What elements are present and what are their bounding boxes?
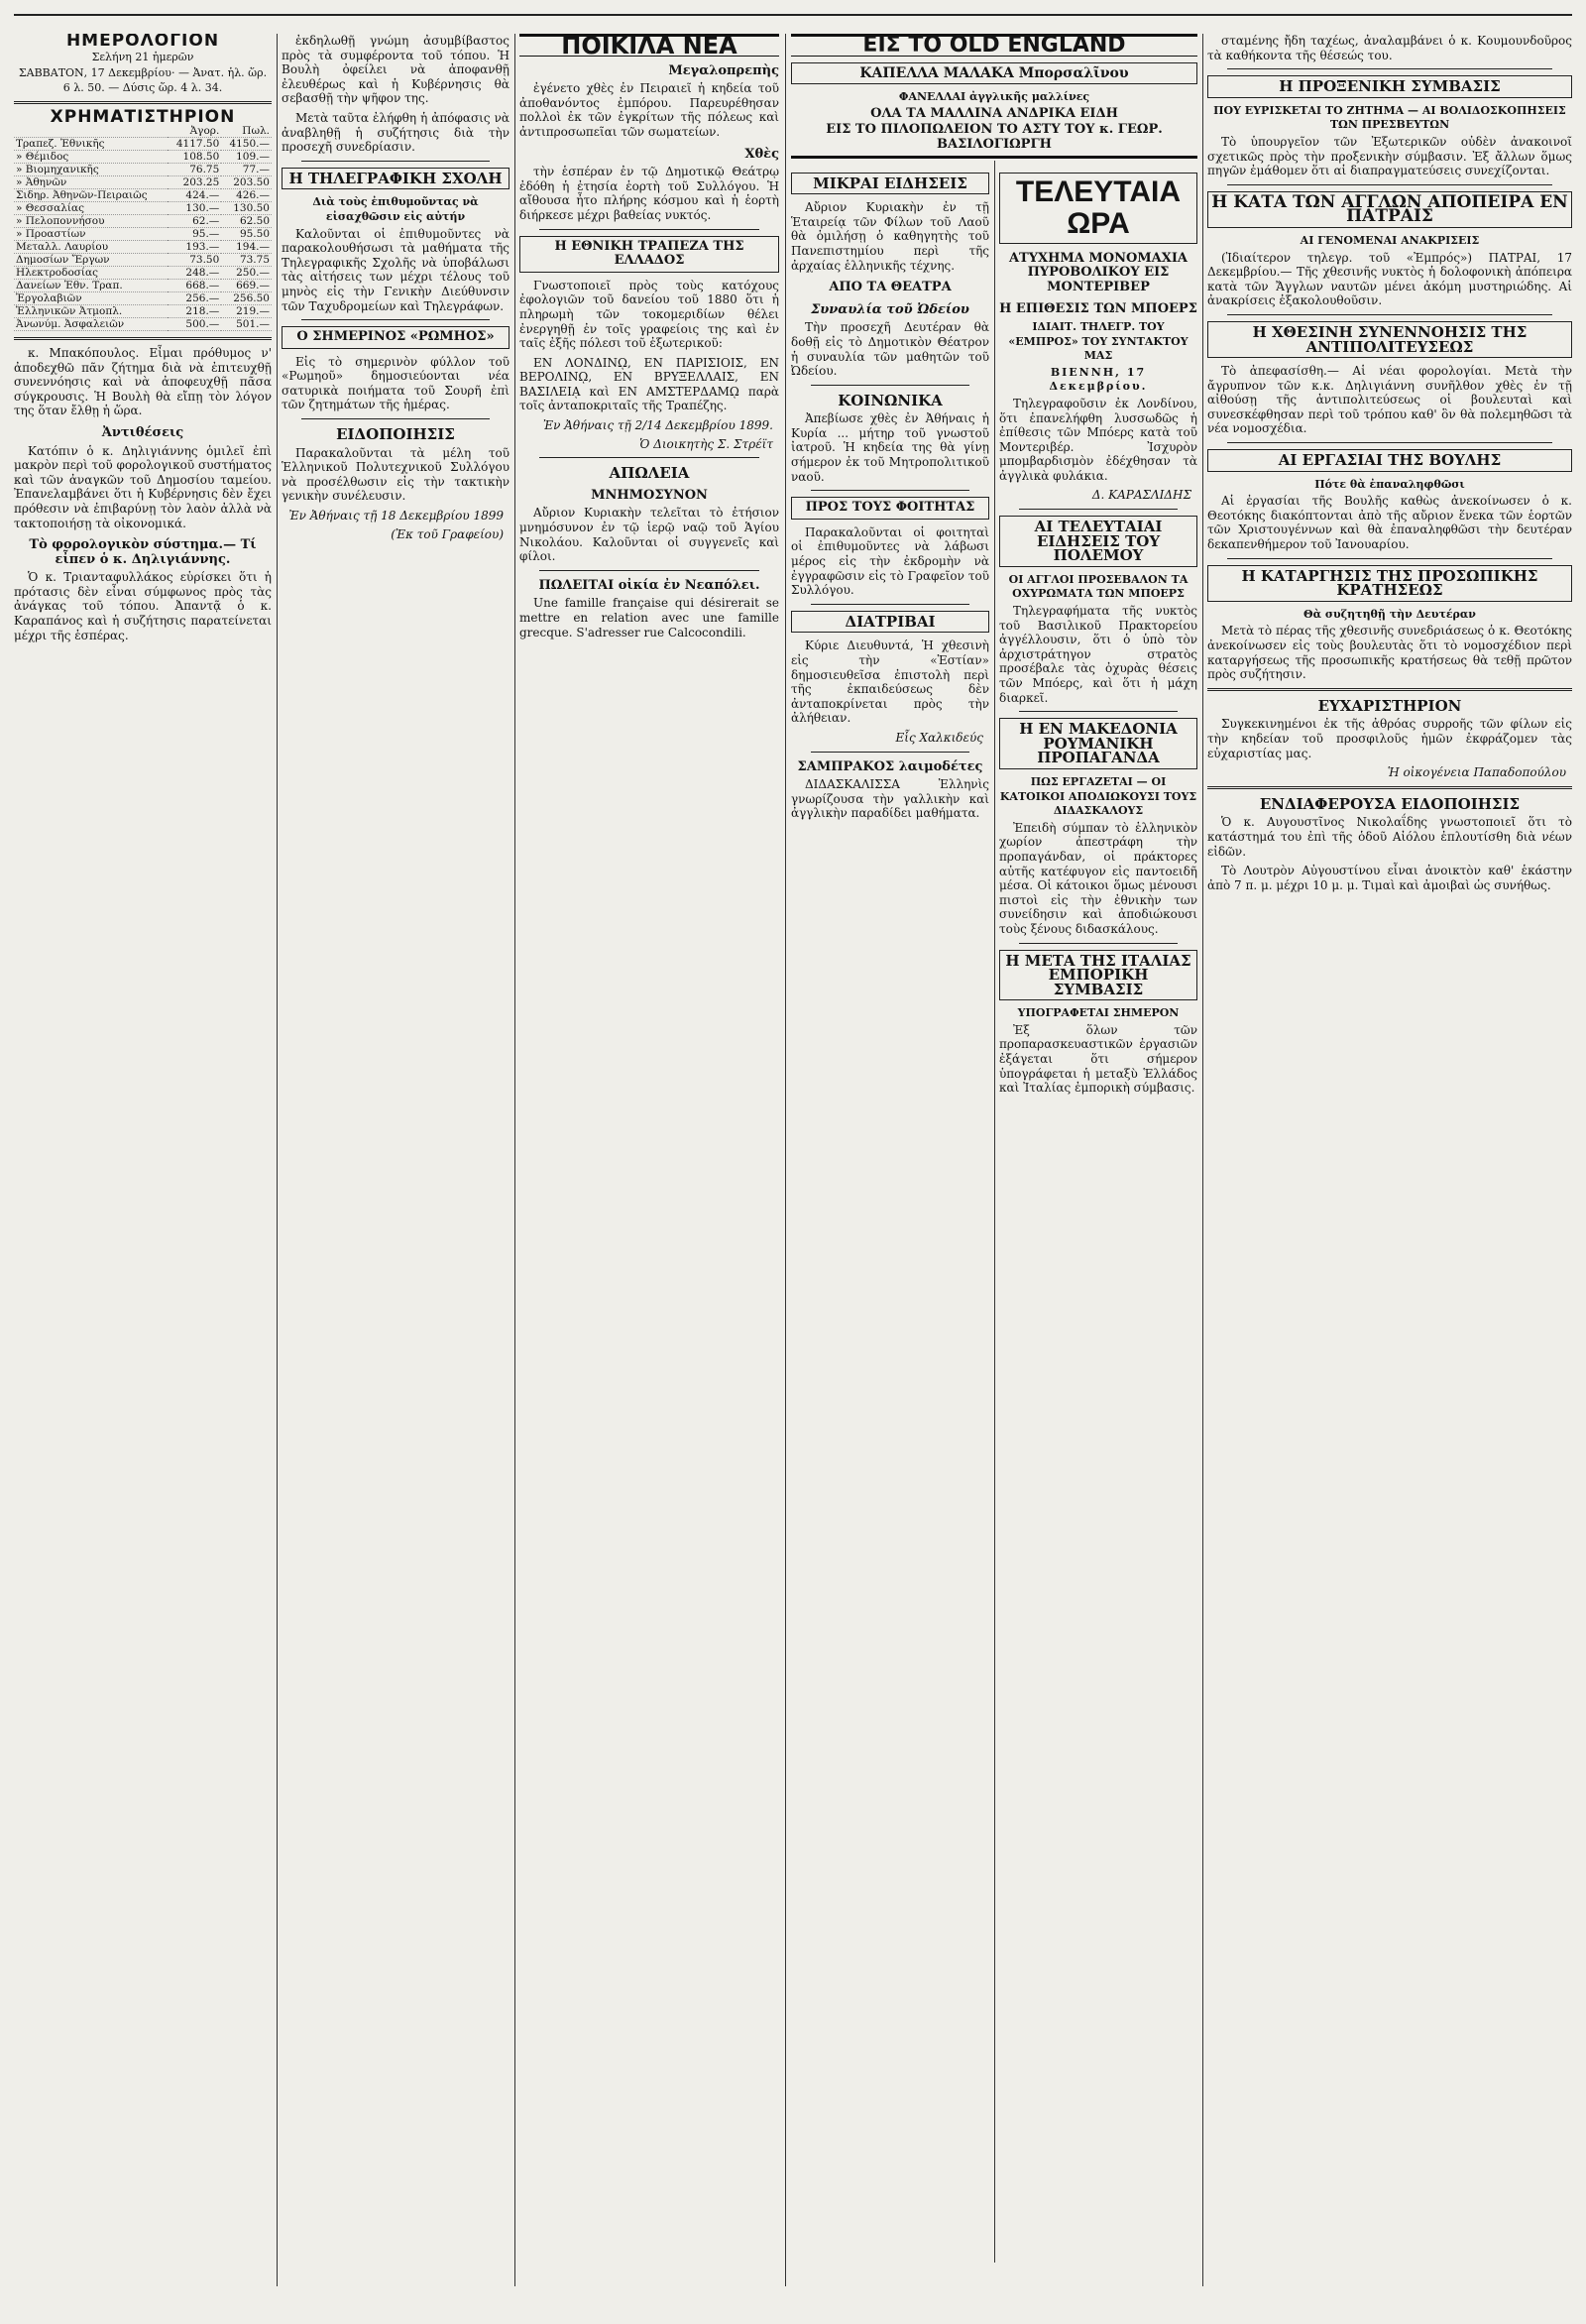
table-header: Πωλ. — [221, 125, 272, 138]
market-table — [14, 125, 272, 331]
article-paragraph: Κύριε Διευθυντά, Ἡ χθεσινὴ εἰς τὴν «Ἑστίαν» δημοσιευθεῖσα ἐπιστολὴ περὶ τῆς ἐκπαιδεύσεως δὲν ἀνταποκρίνεται πρὸς τὴν ἀλήθειαν. — [791, 639, 989, 726]
table-cell: Ἐργολαβιῶν — [14, 291, 168, 304]
article-heading: Ο ΣΗΜΕΡΙΝΟΣ «ΡΩΜΗΟΣ» — [282, 326, 510, 349]
table-cell: 500.— — [168, 317, 221, 330]
market-title: ΧΡΗΜΑΤΙΣΤΗΡΙΟΝ — [50, 107, 236, 128]
divider — [14, 101, 272, 104]
table-cell: 95.50 — [221, 227, 272, 240]
table-row — [14, 188, 272, 201]
article-paragraph: Ἐπειδὴ σύμπαν τὸ ἑλληνικὸν χωρίον ἀπεστράφη τὴν προπαγάνδαν, οἱ πράκτορες αὐτῆς κατέφυγον εἰς παντοειδῆ μέσα. Οἱ κάτοικοι ὅμως μένουσι πιστοὶ εἰς τὴν ἐθνικὴν των συνείδησιν καὶ ἀποδιώκουσι τοὺς ξένους διδασκάλους. — [999, 820, 1197, 936]
column-rule — [994, 161, 995, 2263]
section-title: ΤΕΛΕΥΤΑΙΑ ΩΡΑ — [999, 173, 1197, 244]
article-paragraph: Καλοῦνται οἱ ἐπιθυμοῦντες νὰ παρακολουθήσωσι τὰ μαθήματα τῆς Τηλεγραφικῆς Σχολῆς νὰ ὑποβάλωσι τὰς αἰτήσεις των μέχρι τέλους τοῦ μηνὸς εἰς τὴν Γενικὴν Διεύθυνσιν τῶν Ταχυδρομείων καὶ Τηλεγράφων. — [282, 226, 510, 313]
article-subheading: Συναυλία τοῦ Ὠδείου — [811, 301, 969, 317]
article-paragraph: κ. Μπακόπουλος. Εἶμαι πρόθυμος ν' ἀποδεχθῶ πᾶν ζήτημα διὰ νὰ ἐπιτευχθῇ συνεννόησις καὶ νὰ ἀποφευχθῇ πᾶσα σύγκρουσις. Ἡ Βουλὴ θὰ εἴπῃ τὸν λόγον της ὅταν ἔλθῃ ἡ ὥρα. — [14, 345, 272, 418]
table-cell: » Θεσσαλίας — [14, 201, 168, 214]
subcolumns — [791, 161, 1197, 2263]
table-cell: 203.50 — [221, 175, 272, 188]
article-heading: ΑΠΟ ΤΑ ΘΕΑΤΡΑ — [829, 280, 952, 295]
article-heading: ΔΙΑΤΡΙΒΑΙ — [791, 611, 989, 634]
table-row — [14, 163, 272, 175]
divider — [301, 418, 490, 419]
article-paragraph: Τὸ ἀπεφασίσθη.— Αἱ νέαι φορολογίαι. Μετὰ τὴν ἄγρυπνον τῶν κ.κ. Δηλιγιάννη συνῆλθον χθὲς ἐν τῇ αἰθούσῃ τῆς ἀντιπολιτεύσεως οἱ βουλευταὶ καὶ συνεσκέφθησαν περὶ τοῦ τρόπου καθ' ὃν θὰ πολεμηθῶσι τὰ νέα νομοσχέδια. — [1207, 364, 1572, 436]
table-cell: Τραπεζ. Ἐθνικῆς — [14, 137, 168, 150]
table-cell: 203.25 — [168, 175, 221, 188]
table-cell: 248.— — [168, 266, 221, 279]
divider — [1227, 68, 1552, 69]
table-cell: 62.— — [168, 214, 221, 227]
article-heading: ΑΙ ΕΡΓΑΣΙΑΙ ΤΗΣ ΒΟΥΛΗΣ — [1207, 449, 1572, 472]
article-paragraph: Τὸ Λουτρὸν Αὐγουστίνου εἶναι ἀνοικτὸν καθ' ἑκάστην ἀπὸ 7 π. μ. μέχρι 10 μ. μ. Τιμαὶ καὶ ἀμοιβαὶ ὡς συνήθως. — [1207, 864, 1572, 892]
article-heading: ΕΙΔΟΠΟΙΗΣΙΣ — [336, 425, 455, 444]
signature: (Ἐκ τοῦ Γραφείου) — [391, 526, 504, 541]
article-heading: ΕΥΧΑΡΙΣΤΗΡΙΟΝ — [1317, 696, 1462, 715]
calendar-line: Σελήνη 21 ἡμερῶν — [91, 50, 194, 63]
column-rule — [785, 34, 786, 2286]
article-paragraph: Τὴν προσεχῆ Δευτέραν θὰ δοθῇ εἰς τὸ Δημοτικὸν Θέατρον ἡ συναυλία τῶν μαθητῶν τοῦ Ὠδείου. — [791, 320, 989, 379]
table-cell: 76.75 — [168, 163, 221, 175]
table-row — [14, 137, 272, 150]
article-paragraph: Γνωστοποιεῖ πρὸς τοὺς κατόχους ἐφολογιῶν τοῦ δανείου τοῦ 1880 ὅτι ἡ πληρωμὴ τῶν τοκομεριδίων θέλει ἐνεργηθῇ ἐν τοῖς γραφείοις της καὶ ἐν ταῖς ἐξῆς πόλεσι τοῦ ἐξωτερικοῦ: — [519, 278, 779, 351]
column-3 — [519, 34, 779, 2286]
article-heading: ΑΤΥΧΗΜΑ ΜΟΝΟΜΑΧΙΑ ΠΥΡΟΒΟΛΙΚΟΥ ΕΙΣ ΜΟΝΤΕΡΙΒΕΡ — [1008, 250, 1189, 294]
article-subheading: Πότε θὰ ἐπαναληφθῶσι — [1314, 477, 1465, 491]
column-1 — [14, 34, 272, 2286]
article-paragraph: Αὔριον Κυριακὴν ἐν τῇ Ἑταιρείᾳ τῶν Φίλων τοῦ Λαοῦ θὰ ὁμιλήσῃ ὁ καθηγητὴς τοῦ Πανεπιστημίου περὶ τῆς ἀρχαίας ἑλληνικῆς τέχνης. — [791, 200, 989, 273]
article-paragraph: (Ἰδιαίτερον τηλεγρ. τοῦ «Ἐμπρός») ΠΑΤΡΑΙ, 17 Δεκεμβρίου.— Τῆς χθεσινῆς νυκτὸς ἡ δολοφονικὴ ἀπόπειρα κατὰ τῶν Ἄγγλων ναυτῶν μένει ἀκόμη μυστηριώδης. Αἱ ἀνακρίσεις ἐξακολουθοῦσιν. — [1207, 250, 1572, 308]
divider — [811, 490, 969, 491]
divider — [539, 229, 759, 230]
article-paragraph: Εἰς τὸ σημερινὸν φύλλον τοῦ «Ρωμηοῦ» δημοσιεύονται νέα σατυρικὰ ποιήματα τοῦ Σουρῆ ἐπὶ τῶν ζητημάτων τῆς ἡμέρας. — [282, 354, 510, 412]
signature: Εἷς Χαλκιδεύς — [895, 730, 983, 745]
column-rule — [277, 34, 278, 2286]
article-paragraph: Ὁ κ. Τριανταφυλλάκος εὑρίσκει ὅτι ἡ πρότασις δὲν εἶναι σύμφωνος πρὸς τὰς ἀνάγκας τοῦ τόπου. Ἀπαντᾷ ὁ κ. Καραπάνος καὶ ἡ συζήτησις παρατείνεται μέχρι τῆς ἑσπέρας. — [14, 570, 272, 642]
article-subheading: Διὰ τοὺς ἐπιθυμοῦντας νὰ εἰσαχθῶσιν εἰς αὐτήν — [312, 195, 479, 223]
calendar-title: ΗΜΕΡΟΛΟΓΙΟΝ — [65, 34, 220, 51]
table-cell: 668.— — [168, 279, 221, 291]
table-cell: 194.— — [221, 240, 272, 253]
newspaper-page — [14, 14, 1572, 2294]
table-cell: 77.— — [221, 163, 272, 175]
divider — [1227, 314, 1552, 315]
table-cell: 130.— — [168, 201, 221, 214]
table-cell: 73.50 — [168, 253, 221, 266]
table-cell: 193.— — [168, 240, 221, 253]
table-cell: Δημοσίων Ἔργων — [14, 253, 168, 266]
table-header: Ἀγορ. — [168, 125, 221, 138]
article-paragraph: Μετὰ τὸ πέρας τῆς χθεσινῆς συνεδριάσεως ὁ κ. Θεοτόκης ἀνεκοίνωσεν εἰς τοὺς βουλευτὰς ὅτι τὸ νομοσχέδιον περὶ καταργήσεως τῆς προσωπικῆς κρατήσεως θὰ τεθῇ πρῶτον πρὸς συζήτησιν. — [1207, 624, 1572, 682]
column-4a — [791, 167, 989, 2255]
table-cell: 4117.50 — [168, 137, 221, 150]
table-cell: Σιδηρ. Ἀθηνῶν-Πειραιῶς — [14, 188, 168, 201]
article-heading: ΕΝΔΙΑΦΕΡΟΥΣΑ ΕΙΔΟΠΟΙΗΣΙΣ — [1259, 794, 1521, 813]
article-paragraph: Παρακαλοῦνται τὰ μέλη τοῦ Ἑλληνικοῦ Πολυτεχνικοῦ Συλλόγου νὰ προσέλθωσιν εἰς τὴν τακτικὴν γενικὴν συνέλευσιν. — [282, 445, 510, 504]
table-cell: 109.— — [221, 150, 272, 163]
table-cell: Ἀνωνύμ. Ἀσφαλειῶν — [14, 317, 168, 330]
article-paragraph: Ἐξ ὅλων τῶν προπαρασκευαστικῶν ἐργασιῶν ἐξάγεται ὅτι σήμερον ὑπογράφεται ἡ μεταξὺ Ἑλλάδος καὶ Ἰταλίας ἐμπορικὴ σύμβασις. — [999, 1022, 1197, 1096]
signature: Δ. ΚΑΡΑΣΛΙΔΗΣ — [1091, 488, 1191, 503]
table-row — [14, 253, 272, 266]
divider — [811, 604, 969, 605]
table-row — [14, 240, 272, 253]
section-title: ΕΙΣ ΤΟ OLD ENGLAND — [791, 34, 1197, 57]
divider — [1019, 509, 1178, 510]
table-cell: » Θέμιδος — [14, 150, 168, 163]
table-cell: 95.— — [168, 227, 221, 240]
ad-line: ΕΙΣ ΤΟ ΠΙΛΟΠΩΛΕΙΟΝ ΤΟ ΑΣΤΥ ΤΟΥ κ. ΓΕΩΡ. ΒΑΣΙΛΟΓΙΩΡΓΗ — [791, 123, 1197, 158]
article-paragraph: Τηλεγραφοῦσιν ἐκ Λονδίνου, ὅτι ἐπανελήφθη λυσσωδῶς ἡ ἐπίθεσις τῶν Μπόερς κατὰ τοῦ Μοντεριβέρ. Ἰσχυρὸν μπομβαρδισμὸν ἐδέχθησαν τὰ ἀγγλικὰ φυλάκια. — [999, 396, 1197, 483]
article-heading: ΚΟΙΝΩΝΙΚΑ — [838, 391, 943, 409]
table-cell: 219.— — [221, 304, 272, 317]
table-row — [14, 317, 272, 330]
article-paragraph: Αἱ ἐργασίαι τῆς Βουλῆς καθὼς ἀνεκοίνωσεν ὁ κ. Θεοτόκης διακόπτονται ἀπὸ τῆς αὔριον ἕνεκα τῶν ἑορτῶν τῶν Χριστουγέννων καὶ θὰ ἐπαναληφθῶσι τὴν δευτέραν δεκαπενθήμερον τοῦ Ἰανουαρίου. — [1207, 494, 1572, 552]
table-row — [14, 291, 272, 304]
article-heading: Μεγαλοπρεπὴς — [668, 62, 779, 78]
article-heading: Η ΕΠΙΘΕΣΙΣ ΤΩΝ ΜΠΟΕΡΣ — [999, 301, 1197, 317]
article-paragraph: Τὸ ὑπουργεῖον τῶν Ἐξωτερικῶν οὐδὲν ἀνακοινοῖ σχετικῶς πρὸς τὴν προξενικὴν σύμβασιν. Ἐξ ἄλλων ὅμως πηγῶν ἐμάθομεν ὅτι αἱ διαπραγματεύσεις συνεχίζονται. — [1207, 134, 1572, 178]
table-cell: Μεταλλ. Λαυρίου — [14, 240, 168, 253]
article-heading: Η ΠΡΟΞΕΝΙΚΗ ΣΥΜΒΑΣΙΣ — [1207, 75, 1572, 98]
article-paragraph: ἐκδηλωθῇ γνώμη ἀσυμβίβαστος πρὸς τὰ συμφέροντα τοῦ τόπου. Ἡ Βουλὴ ὀφείλει νὰ ἀποφανθῇ ἐλευθέρως καὶ ἡ Κυβέρνησις θὰ σεβασθῇ τὴν ψῆφον της. — [282, 34, 510, 106]
top-rule — [14, 14, 1572, 22]
article-heading: ΑΠΩΛΕΙΑ — [609, 464, 690, 483]
article-heading: Η ΜΕΤΑ ΤΗΣ ΙΤΑΛΙΑΣ ΕΜΠΟΡΙΚΗ ΣΥΜΒΑΣΙΣ — [999, 950, 1197, 1001]
article-paragraph: Une famille française qui désirerait se mettre en relation avec une famille grecque. S'adresser rue Calcocondili. — [519, 596, 779, 639]
ad-line: ΣΑΜΠΡΑΚΟΣ λαιμοδέτες — [797, 758, 983, 774]
divider — [1227, 184, 1552, 185]
table-row — [14, 150, 272, 163]
table-cell: Ἑλληνικῶν Ἀτμοπλ. — [14, 304, 168, 317]
divider — [811, 385, 969, 386]
article-heading: ΜΝΗΜΟΣΥΝΟΝ — [591, 487, 708, 503]
signature: Ἡ οἰκογένεια Παπαδοπούλου — [1387, 765, 1566, 780]
column-5 — [1207, 34, 1572, 2286]
ad-line: ΚΑΠΕΛΛΑ ΜΑΛΑΚΑ Μπορσαλῖνου — [791, 62, 1197, 85]
table-cell: 62.50 — [221, 214, 272, 227]
table-cell: 256.50 — [221, 291, 272, 304]
signature: Ὁ Διοικητὴς Σ. Στρέϊτ — [639, 436, 773, 451]
article-heading: ΠΡΟΣ ΤΟΥΣ ΦΟΙΤΗΤΑΣ — [791, 497, 989, 520]
article-heading: Τὸ φορολογικὸν σύστημα.— Τί εἶπεν ὁ κ. Δηλιγιάννης. — [29, 537, 257, 567]
article-heading: Η ΧΘΕΣΙΝΗ ΣΥΝΕΝΝΟΗΣΙΣ ΤΗΣ ΑΝΤΙΠΟΛΙΤΕΥΣΕΩΣ — [1207, 321, 1572, 358]
article-subheading: ΠΟΥ ΕΥΡΙΣΚΕΤΑΙ ΤΟ ΖΗΤΗΜΑ — ΑΙ ΒΟΛΙΔΟΣΚΟΠΗΣΕΙΣ ΤΩΝ ΠΡΕΣΒΕΥΤΩΝ — [1213, 103, 1566, 132]
divider — [301, 319, 490, 320]
article-heading: ΜΙΚΡΑΙ ΕΙΔΗΣΕΙΣ — [791, 173, 989, 195]
article-heading: Η ΚΑΤΑ ΤΩΝ ΑΓΓΛΩΝ ΑΠΟΠΕΙΡΑ ΕΝ ΠΑΤΡΑΙΣ — [1207, 191, 1572, 228]
divider — [1019, 711, 1178, 712]
column-rule — [1202, 34, 1203, 2286]
divider — [301, 161, 490, 162]
article-paragraph: Μετὰ ταῦτα ἐλήφθη ἡ ἀπόφασις νὰ ἀναβληθῇ ἡ συζήτησις διὰ τὴν προσεχῆ συνεδρίασιν. — [282, 110, 510, 155]
table-cell: 218.— — [168, 304, 221, 317]
table-row — [14, 279, 272, 291]
article-paragraph: ΔΙΔΑΣΚΑΛΙΣΣΑ Ἑλληνὶς γνωρίζουσα τὴν γαλλικὴν καὶ ἀγγλικὴν παραδίδει μαθήματα. — [791, 777, 989, 821]
table-cell: 108.50 — [168, 150, 221, 163]
table-cell: Δανείων Ἐθν. Τραπ. — [14, 279, 168, 291]
article-subheading: Θὰ συζητηθῇ τὴν Δευτέραν — [1303, 607, 1476, 621]
article-subheading: ΥΠΟΓΡΑΦΕΤΑΙ ΣΗΜΕΡΟΝ — [1017, 1006, 1180, 1020]
table-row — [14, 201, 272, 214]
table-cell: 73.75 — [221, 253, 272, 266]
article-subheading: ΑΙ ΓΕΝΟΜΕΝΑΙ ΑΝΑΚΡΙΣΕΙΣ — [1300, 233, 1480, 247]
calendar-line: ΣΑΒΒΑΤΟΝ, 17 Δεκεμβρίου· — Ἀνατ. ἡλ. ὥρ. 6 λ. 50. — Δύσις ὥρ. 4 λ. 34. — [18, 66, 268, 94]
table-cell: 256.— — [168, 291, 221, 304]
article-heading: Χθὲς — [744, 146, 779, 162]
divider — [14, 337, 272, 340]
divider — [1227, 442, 1552, 443]
divider — [1207, 688, 1572, 691]
article-paragraph: τὴν ἑσπέραν ἐν τῷ Δημοτικῷ Θεάτρῳ ἐδόθη ἡ ἐτησία ἑορτὴ τοῦ Συλλόγου. Ἡ αἴθουσα ἦτο πλήρης κόσμου καὶ ἡ ἑορτὴ διήρκεσε μέχρι βαθείας νυκτός. — [519, 165, 779, 222]
table-row — [14, 266, 272, 279]
table-row — [14, 214, 272, 227]
article-paragraph: Αὔριον Κυριακὴν τελεῖται τὸ ἐτήσιον μνημόσυνον ἐν τῷ ἱερῷ ναῷ τοῦ Ἁγίου Νικολάου. Καλοῦνται οἱ συγγενεῖς καὶ φίλοι. — [519, 506, 779, 564]
article-heading: Ἀντιθέσεις — [101, 424, 184, 440]
article-paragraph: Ἀπεβίωσε χθὲς ἐν Ἀθήναις ἡ Κυρία ... μήτηρ τοῦ γνωστοῦ ἰατροῦ. Ἡ κηδεία της θὰ γίνῃ σήμερον ἐκ τοῦ Μητροπολιτικοῦ ναοῦ. — [791, 411, 989, 484]
article-heading: ΠΩΛΕΙΤΑΙ οἰκία ἐν Νεαπόλει. — [538, 577, 760, 593]
divider — [1207, 786, 1572, 789]
divider — [539, 570, 759, 571]
article-paragraph: Κατόπιν ὁ κ. Δηλιγιάννης ὁμιλεῖ ἐπὶ μακρὸν περὶ τοῦ φορολογικοῦ συστήματος καὶ τῶν ἀναγκῶν τοῦ Δημοσίου ταμείου. Ἐπανελαμβάνει ὅτι ἡ Κυβέρνησις δὲν ἔχει πρόθεσιν νὰ ἐπιβαρύνῃ τὸν λαὸν ἀλλὰ νὰ τακτοποιήσῃ τὰ οἰκονομικά. — [14, 443, 272, 530]
table-cell: 424.— — [168, 188, 221, 201]
article-heading: Η ΕΘΝΙΚΗ ΤΡΑΠΕΖΑ ΤΗΣ ΕΛΛΑΔΟΣ — [519, 236, 779, 273]
article-paragraph: ΕΝ ΛΟΝΔΙΝῼ, ΕΝ ΠΑΡΙΣΙΟΙΣ, ΕΝ ΒΕΡΟΛΙΝῼ, ΕΝ ΒΡΥΞΕΛΛΑΙΣ, ΕΝ ΒΑΣΙΛΕΙᾼ καὶ ΕΝ ΑΜΣΤΕΡΔΑΜῼ παρὰ τοῖς ἀνταποκριταῖς τῆς Τραπέζης. — [519, 355, 779, 413]
column-2 — [282, 34, 510, 2286]
divider — [811, 752, 969, 753]
dateline: ΒΙΕΝΝΗ, 17 Δεκεμβρίου. — [1049, 365, 1148, 394]
divider — [1227, 558, 1552, 559]
ad-line: ΟΛΑ ΤΑ ΜΑΛΛΙΝΑ ΑΝΔΡΙΚΑ ΕΙΔΗ — [870, 105, 1118, 121]
table-cell: Ηλεκτροδοσίας — [14, 266, 168, 279]
article-paragraph: Παρακαλοῦνται οἱ φοιτηταὶ οἱ ἐπιθυμοῦντες νὰ λάβωσι μέρος εἰς τὴν ἐκδρομὴν νὰ ἐγγραφῶσιν εἰς τὸ Γραφεῖον τοῦ Συλλόγου. — [791, 524, 989, 598]
date-line: Ἐν Ἀθήναις τῇ 2/14 Δεκεμβρίου 1899. — [542, 418, 773, 433]
divider — [1019, 943, 1178, 944]
table-row — [14, 227, 272, 240]
table-row — [14, 304, 272, 317]
article-paragraph: Συγκεκινημένοι ἐκ τῆς ἀθρόας συρροῆς τῶν φίλων εἰς τὴν κηδείαν τοῦ προσφιλοῦς ἡμῶν ἐκφράζομεν τὰς εὐχαριστίας μας. — [1207, 717, 1572, 760]
ad-line: ΦΑΝΕΛΛΑΙ ἀγγλικῆς μαλλίνες — [898, 90, 1090, 104]
article-paragraph: Ὁ κ. Αυγουστῖνος Νικολαΐδης γνωστοποιεῖ ὅτι τὸ κατάστημά του ἐπὶ τῆς ὁδοῦ Αἰόλου ἐπλουτίσθη διὰ νέων εἰδῶν. — [1207, 815, 1572, 859]
section-title: ΠΟΙΚΙΛΑ ΝΕΑ — [519, 34, 779, 57]
table-cell: 4150.— — [221, 137, 272, 150]
column-4b — [999, 167, 1197, 2255]
article-heading: Η ΚΑΤΑΡΓΗΣΙΣ ΤΗΣ ΠΡΟΣΩΠΙΚΗΣ ΚΡΑΤΗΣΕΩΣ — [1207, 565, 1572, 602]
article-subheading: ΟΙ ΑΓΓΛΟΙ ΠΡΟΣΕΒΑΛΟΝ ΤΑ ΟΧΥΡΩΜΑΤΑ ΤΩΝ ΜΠΟΕΡΣ — [1008, 572, 1189, 601]
date-line: Ἐν Ἀθήναις τῇ 18 Δεκεμβρίου 1899 — [288, 509, 504, 523]
table-cell: 501.— — [221, 317, 272, 330]
table-cell: » Πελοποννήσου — [14, 214, 168, 227]
article-subheading: ΠΩΣ ΕΡΓΑΖΕΤΑΙ — ΟΙ ΚΑΤΟΙΚΟΙ ΑΠΟΔΙΩΚΟΥΣΙ ΤΟΥΣ ΔΙΔΑΣΚΑΛΟΥΣ — [999, 774, 1197, 818]
table-cell: 250.— — [221, 266, 272, 279]
article-subheading: ΙΔΙΑΙΤ. ΤΗΛΕΓΡ. ΤΟΥ «ΕΜΠΡΟΣ» ΤΟΥ ΣΥΝΤΑΚΤΟΥ ΜΑΣ — [1008, 319, 1189, 363]
table-cell: » Βιομηχανικῆς — [14, 163, 168, 175]
article-heading: ΑΙ ΤΕΛΕΥΤΑΙΑΙ ΕΙΔΗΣΕΙΣ ΤΟΥ ΠΟΛΕΜΟΥ — [999, 516, 1197, 567]
column-rule — [514, 34, 515, 2286]
article-paragraph: Τηλεγραφήματα τῆς νυκτὸς τοῦ Βασιλικοῦ Πρακτορείου ἀγγέλλουσιν, ὅτι ὁ ὑπὸ τὸν ἀρχιστράτηγον στρατὸς προσέβαλε τὰς ὀχυρὰς θέσεις τῶν Μπόερς, καὶ ὅτι ἡ μάχη διαρκεῖ. — [999, 604, 1197, 705]
article-paragraph: σταμένης ἤδη ταχέως, ἀναλαμβάνει ὁ κ. Κουμουνδοῦρος τὰ καθήκοντα τῆς θέσεώς του. — [1207, 34, 1572, 62]
column-4 — [791, 34, 1197, 2286]
divider — [539, 457, 759, 458]
table-row — [14, 175, 272, 188]
article-paragraph: ἐγένετο χθὲς ἐν Πειραιεῖ ἡ κηδεία τοῦ ἀποθανόντος ἐμπόρου. Παρευρέθησαν πολλοὶ ἐκ τῶν ἐγκρίτων τῆς πόλεως καὶ ἀντιπροσωπεῖαι τῶν σωματείων. — [519, 81, 779, 139]
article-heading: Η ΤΗΛΕΓΡΑΦΙΚΗ ΣΧΟΛΗ — [282, 168, 510, 190]
article-heading: Η ΕΝ ΜΑΚΕΔΟΝΙΑ ΡΟΥΜΑΝΙΚΗ ΠΡΟΠΑΓΑΝΔΑ — [999, 718, 1197, 769]
table-cell: 130.50 — [221, 201, 272, 214]
table-cell: » Ἀθηνῶν — [14, 175, 168, 188]
table-cell: 426.— — [221, 188, 272, 201]
table-cell: 669.— — [221, 279, 272, 291]
table-cell: » Προαστίων — [14, 227, 168, 240]
